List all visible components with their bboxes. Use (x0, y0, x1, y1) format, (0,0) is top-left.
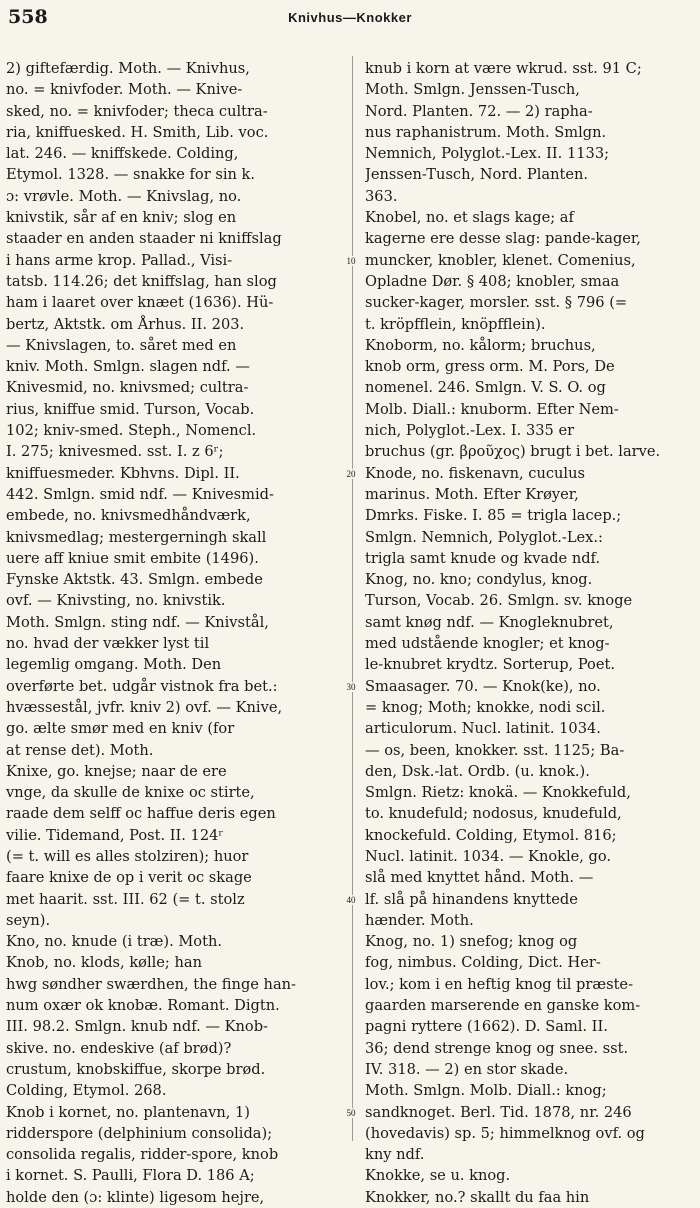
line-number: 40 (340, 895, 362, 905)
text-line: 36; dend strenge knog og snee. sst. (365, 1039, 629, 1057)
text-line: Knokker, no.? skallt du faa hin (365, 1188, 590, 1206)
text-line: uere aff kniue smit embite (1496). (6, 549, 259, 567)
text-line: i hans arme krop. Pallad., Visi- (6, 251, 233, 269)
text-line: consolida regalis, ridder-spore, knob (6, 1146, 279, 1164)
text-line: to. knudefuld; nodosus, knudefuld, (365, 805, 622, 823)
text-line: legemlig omgang. Moth. Den (6, 656, 222, 674)
text-line: t. kröpfflein, knöpfflein). (365, 315, 546, 333)
text-line: (hovedavis) sp. 5; himmelknog ovf. og (365, 1124, 645, 1142)
text-line: embede, no. knivsmedhåndværk, (6, 507, 251, 525)
text-line: crustum, knobskiffue, skorpe brød. (6, 1060, 266, 1078)
text-line: lf. slå på hinandens knyttede (365, 890, 578, 908)
text-line: III. 98.2. Smlgn. knub ndf. — Knob- (6, 1018, 268, 1036)
text-line: den, Dsk.-lat. Ordb. (u. knok.). (365, 762, 590, 780)
text-line: bertz, Aktstk. om Århus. II. 203. (6, 315, 245, 333)
text-line: seyn). (6, 911, 51, 929)
text-line: Etymol. 1328. — snakke for sin k. (6, 166, 256, 184)
text-line: bruchus (gr. βροῦχος) brugt i bet. larve. (365, 443, 661, 461)
page-header (0, 6, 700, 32)
running-title: Knivhus—Knokker (288, 10, 412, 25)
text-line: Knog, no. kno; condylus, knog. (365, 571, 593, 589)
text-line: knivsmedlag; mestergerningh skall (6, 528, 267, 546)
text-line: — Knivslagen, to. såret med en (6, 336, 237, 354)
text-line: rius, kniffue smid. Turson, Vocab. (6, 400, 255, 418)
text-line: Colding, Etymol. 268. (6, 1082, 167, 1100)
text-line: Knivesmid, no. knivsmed; cultra- (6, 379, 249, 397)
text-line: knub i korn at være wkrud. sst. 91 C; (365, 60, 642, 77)
text-line: Knokke, se u. knog. (365, 1167, 511, 1185)
text-line: Nord. Planten. 72. — 2) rapha- (365, 102, 593, 120)
text-line: fog, nimbus. Colding, Dict. Her- (365, 954, 601, 972)
text-line: staader en anden staader ni kniffslag (6, 230, 282, 248)
text-line: kniv. Moth. Smlgn. slagen ndf. — (6, 358, 250, 376)
line-number: 10 (340, 256, 362, 266)
text-line: knockefuld. Colding, Etymol. 816; (365, 826, 617, 844)
text-line: holde den (ɔ: klinte) ligesom hejre, (6, 1188, 265, 1206)
right-column (365, 58, 695, 1208)
text-line: IV. 318. — 2) en stor skade. (365, 1060, 569, 1078)
text-line: vnge, da skulle de knixe oc stirte, (6, 784, 255, 802)
line-number: 20 (340, 469, 362, 479)
text-line: 363. (365, 187, 398, 205)
text-line: kniffuesmeder. Kbhvns. Dipl. II. (6, 464, 240, 482)
text-line: Knoborm, no. kålorm; bruchus, (365, 336, 596, 354)
text-line: (= t. will es alles stolziren); huor (6, 847, 249, 865)
text-line: Knixe, go. knejse; naar de ere (6, 762, 227, 780)
text-line: Nemnich, Polyglot.-Lex. II. 1133; (365, 145, 610, 163)
text-line: Knog, no. 1) snefog; knog og (365, 933, 578, 951)
text-line: ria, kniffuesked. H. Smith, Lib. voc. (6, 123, 269, 141)
text-line: sucker-kager, morsler. sst. § 796 (= (365, 294, 628, 312)
text-line: muncker, knobler, klenet. Comenius, (365, 251, 636, 269)
text-line: Molb. Diall.: knuborm. Efter Nem- (365, 400, 619, 418)
text-line: nus raphanistrum. Moth. Smlgn. (365, 123, 607, 141)
text-line: nomenel. 246. Smlgn. V. S. O. og (365, 379, 606, 397)
text-line: ovf. — Knivsting, no. knivstik. (6, 592, 226, 610)
text-line: = knog; Moth; knokke, nodi scil. (365, 698, 606, 716)
text-line: nich, Polyglot.-Lex. I. 335 er (365, 422, 575, 440)
text-line: overførte bet. udgår vistnok fra bet.: (6, 677, 278, 695)
text-line: Nucl. latinit. 1034. — Knokle, go. (365, 847, 612, 865)
text-line: lat. 246. — kniffskede. Colding, (6, 145, 239, 163)
text-line: Smaasager. 70. — Knok(ke), no. (365, 677, 601, 695)
text-line: I. 275; knivesmed. sst. I. z 6ʳ; (6, 443, 224, 461)
text-line: ɔ: vrøvle. Moth. — Knivslag, no. (6, 187, 242, 205)
text-line: Jenssen-Tusch, Nord. Planten. (365, 166, 589, 184)
text-line: faare knixe de op i verit oc skage (6, 869, 252, 887)
text-line: — os, been, knokker. sst. 1125; Ba- (365, 741, 625, 759)
text-line: raade dem selff oc haffue deris egen (6, 805, 276, 823)
text-line: Dmrks. Fiske. I. 85 = trigla lacep.; (365, 507, 622, 525)
text-line: sked, no. = knivfoder; theca cultra- (6, 102, 268, 120)
text-line: 2) giftefærdig. Moth. — Knivhus, (6, 60, 250, 77)
text-line: le-knubret krydtz. Sorterup, Poet. (365, 656, 615, 674)
text-line: kny ndf. (365, 1146, 425, 1164)
left-column (6, 58, 339, 1208)
text-line: Moth. Smlgn. Molb. Diall.: knog; (365, 1082, 607, 1100)
text-line: med udstående knogler; et knog- (365, 635, 610, 653)
text-line: marinus. Moth. Efter Krøyer, (365, 485, 579, 503)
text-line: pagni ryttere (1662). D. Saml. II. (365, 1018, 608, 1036)
text-line: trigla samt knude og kvade ndf. (365, 549, 601, 567)
text-line: Kno, no. knude (i træ). Moth. (6, 933, 222, 951)
text-line: knivstik, sår af en kniv; slog en (6, 209, 237, 227)
line-number: 50 (340, 1108, 362, 1118)
text-line: num oxær ok knobæ. Romant. Digtn. (6, 997, 280, 1015)
text-line: Knode, no. fiskenavn, cuculus (365, 464, 585, 482)
text-line: at rense det). Moth. (6, 741, 154, 759)
text-line: kagerne ere desse slag: pande-kager, (365, 230, 641, 248)
text-line: met haarit. sst. III. 62 (= t. stolz (6, 890, 245, 908)
text-line: 102; kniv-smed. Steph., Nomencl. (6, 422, 257, 440)
text-line: gaarden marserende en ganske kom- (365, 997, 641, 1015)
text-line: Fynske Aktstk. 43. Smlgn. embede (6, 571, 263, 589)
text-line: i kornet. S. Paulli, Flora D. 186 A; (6, 1167, 255, 1185)
text-line: lov.; kom i en heftig knog til præste- (365, 975, 634, 993)
text-line: no. = knivfoder. Moth. — Knive- (6, 81, 243, 99)
text-line: Knobel, no. et slags kage; af (365, 209, 574, 227)
text-line: Opladne Dør. § 408; knobler, smaa (365, 272, 620, 290)
page-number: 558 (8, 6, 48, 28)
text-line: hvæssestål, jvfr. kniv 2) ovf. — Knive, (6, 698, 283, 716)
text-line: tatsb. 114.26; det kniffslag, han slog (6, 272, 277, 290)
text-line: Moth. Smlgn. sting ndf. — Knivstål, (6, 613, 269, 631)
text-line: Moth. Smlgn. Jenssen-Tusch, (365, 81, 580, 99)
text-line: hwg søndher swærdhen, the finge han- (6, 975, 296, 993)
text-line: skive. no. endeskive (af brød)? (6, 1039, 232, 1057)
text-line: Knob i kornet, no. plantenavn, 1) (6, 1103, 250, 1121)
text-line: hænder. Moth. (365, 911, 474, 929)
text-line: Smlgn. Rietz: knokä. — Knokkefuld, (365, 784, 631, 802)
text-line: no. hvad der vækker lyst til (6, 635, 210, 653)
text-line: sandknoget. Berl. Tid. 1878, nr. 246 (365, 1103, 632, 1121)
text-line: articulorum. Nucl. latinit. 1034. (365, 720, 601, 738)
text-line: samt knøg ndf. — Knogleknubret, (365, 613, 614, 631)
line-number: 30 (340, 682, 362, 692)
text-line: vilie. Tidemand, Post. II. 124ʳ (6, 826, 224, 844)
text-line: knob orm, gress orm. M. Pors, De (365, 358, 615, 376)
text-line: slå med knyttet hånd. Moth. — (365, 869, 594, 887)
text-line: go. ælte smør med en kniv (for (6, 720, 235, 738)
text-line: Turson, Vocab. 26. Smlgn. sv. knoge (365, 592, 633, 610)
text-line: 442. Smlgn. smid ndf. — Knivesmid- (6, 485, 274, 503)
text-line: riddersporе (delphinium consolida); (6, 1124, 273, 1142)
column-divider (352, 56, 353, 1141)
text-line: Smlgn. Nemnich, Polyglot.-Lex.: (365, 528, 603, 546)
text-line: ham i laaret over knæet (1636). Hü- (6, 294, 274, 312)
text-line: Knob, no. klods, kølle; han (6, 954, 202, 972)
